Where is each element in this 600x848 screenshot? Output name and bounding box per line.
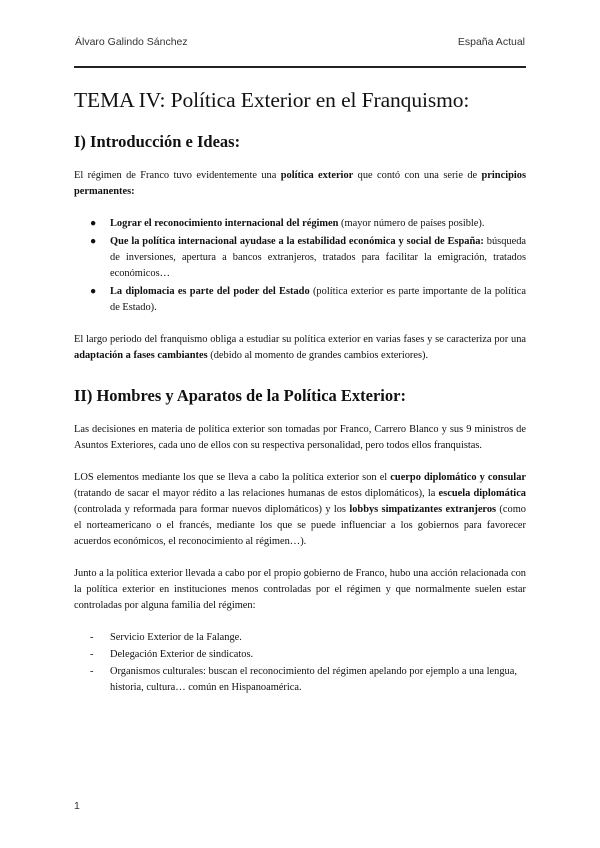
list-item: ● La diplomacia es parte del poder del Estado (política exterior es parte importante de la política de Estado). (90, 286, 526, 313)
decisions-paragraph: Las decisiones en materia de política exterior son tomadas por Franco, Carrero Blanco y sus 9 ministros de Asuntos Exteriores, cada uno de ellos con su respectiva personalidad, pero todos ellos franquistas. (74, 424, 526, 451)
document-body (74, 88, 526, 697)
list-item: ● Que la política internacional ayudase a la estabilidad económica y social de España: búsqueda de inversiones, apertura a bancos extranjeros, tratados para facilitar la emigración, tratados económicos… (90, 236, 527, 279)
closing-paragraph: El largo periodo del franquismo obliga a estudiar su política exterior en varias fases y se caracteriza por una adaptación a fases cambiantes (debido al momento de grandes cambios exteriores). (74, 334, 526, 361)
dash-marker: - (90, 632, 94, 643)
document-title: TEMA IV: Política Exterior en el Franquismo: (74, 88, 470, 112)
section-heading-men: II) Hombres y Aparatos de la Política Exterior: (74, 386, 406, 405)
header-rule (74, 66, 526, 68)
institutions-list (74, 630, 526, 696)
bullet-icon: ● (90, 286, 97, 297)
list-item: ● Lograr el reconocimiento internacional del régimen (mayor número de países posible). (74, 216, 526, 232)
section-heading-intro: I) Introducción e Ideas: (74, 132, 241, 151)
bullet-icon: ● (90, 218, 97, 229)
dash-marker: - (90, 649, 94, 660)
list-item: - Servicio Exterior de la Falange. (74, 630, 526, 646)
principles-list (74, 216, 526, 316)
header-subject: España Actual (457, 36, 525, 48)
dash-marker: - (90, 666, 94, 677)
institutions-paragraph: Junto a la política exterior llevada a cabo por el propio gobierno de Franco, hubo una acción relacionada con la política exterior en instituciones menos controladas por el régimen y que normalmente suelen estar controladas por alguna familia del régimen: (74, 568, 526, 611)
elements-paragraph: LOS elementos mediante los que se lleva a cabo la política exterior son el cuerpo diplomático y consular (tratando de sacar el mayor rédito a las relaciones humanas de estos diplomáticos), la escuela diplomática (controlada y reformada para formar nuevos diplomáticos) y los lobbys simpatizantes extranjeros (como el norteamericano o el francés, mediante los que se puede influenciar a los gobiernos para favorecer acuerdos económicos, el reconocimiento al régimen…). (74, 472, 527, 547)
header-author: Álvaro Galindo Sánchez (75, 36, 188, 48)
bullet-icon: ● (90, 236, 97, 247)
list-item: - Organismos culturales: buscan el reconocimiento del régimen apelando por ejemplo a una lengua, historia, cultura… común en Hispanoamérica. (90, 666, 517, 693)
list-item: - Delegación Exterior de sindicatos. (74, 647, 526, 663)
page-number: 1 (74, 800, 80, 812)
intro-paragraph: El régimen de Franco tuvo evidentemente una política exterior que contó con una serie de principios permanentes: (74, 170, 526, 197)
